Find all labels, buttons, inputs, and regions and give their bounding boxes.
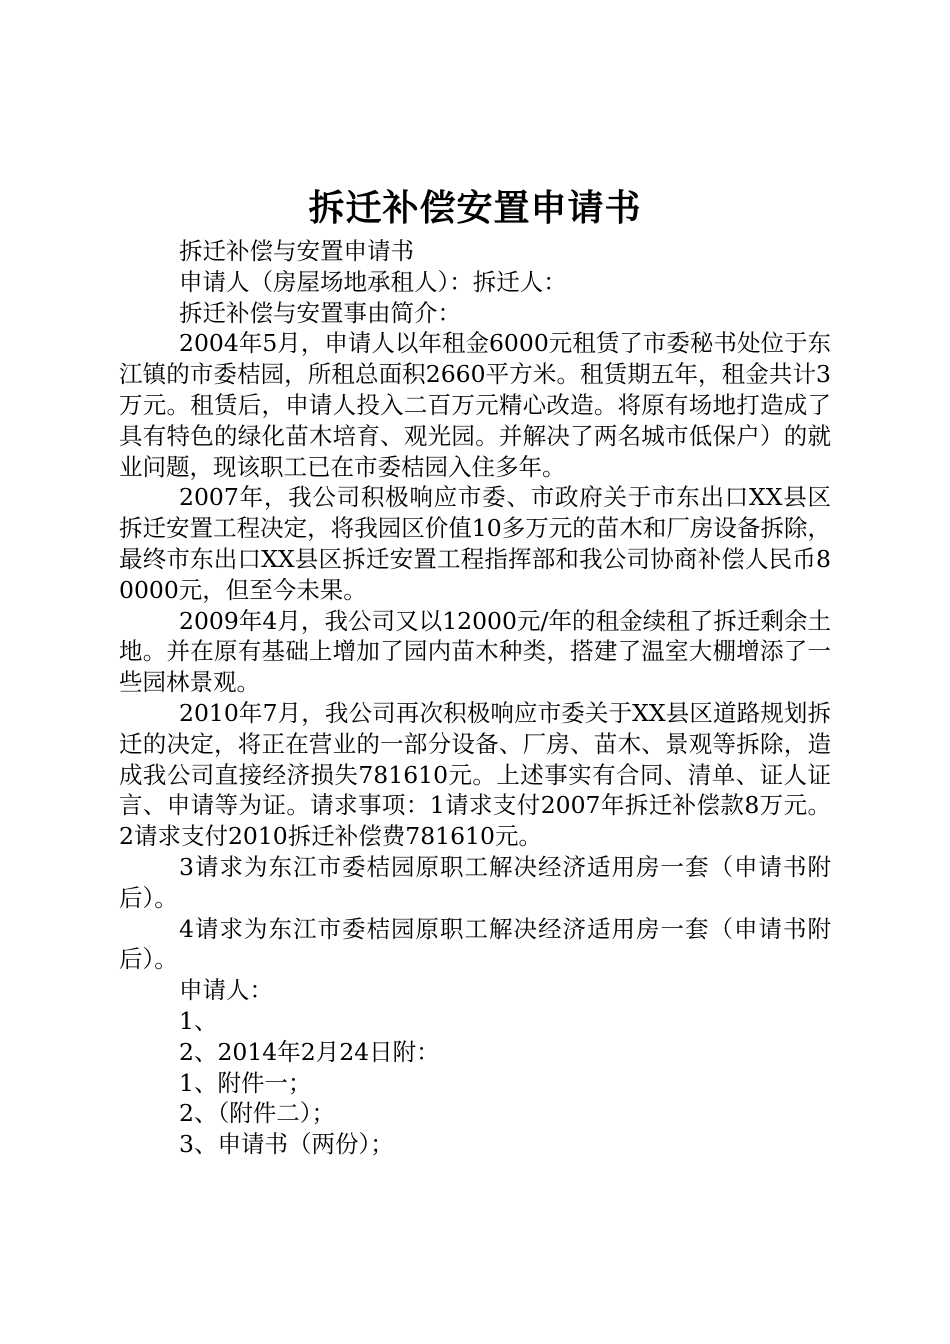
paragraph-2007: 2007年，我公司积极响应市委、市政府关于市东出口XX县区拆迁安置工程决定，将我园区价值10多万元的苗木和厂房设备拆除，最终市东出口XX县区拆迁安置工程指挥部和我公司协商补偿人民币80000元，但至今未果。 [119,483,831,604]
paragraph-applicant: 申请人（房屋场地承租人）：拆迁人： [179,267,567,296]
paragraph-subtitle: 拆迁补偿与安置申请书 [179,237,414,265]
paragraph-2010: 2010年7月，我公司再次积极响应市委关于XX县区道路规划拆迁的决定，将正在营业的一部分设备、厂房、苗木、景观等拆除，造成我公司直接经济损失781610元。上述事实有合同、清单、证人证言、申请等为证。请求事项：1请求支付2007年拆迁补偿款8万元。2请求支付2010拆迁补偿费781610元。 [119,698,831,851]
paragraph-summary-heading: 拆迁补偿与安置事由简介： [179,298,461,327]
paragraph-item-1: 1、 [179,1006,218,1035]
paragraph-attachment-3: 3、申请书（两份）； [179,1130,394,1159]
paragraph-date-attachments: 2、2014年2月24日附： [179,1037,440,1066]
paragraph-request-3: 3请求为东江市委桔园原职工解决经济适用房一套（申请书附后）。 [119,852,831,912]
paragraph-signature: 申请人： [179,976,273,1005]
paragraph-attachment-1: 1、附件一； [179,1068,312,1097]
paragraph-request-4: 4请求为东江市委桔园原职工解决经济适用房一套（申请书附后）。 [119,914,831,974]
paragraph-attachment-2: 2、（附件二）； [179,1099,335,1128]
document-body [119,236,831,1160]
paragraph-2004: 2004年5月，申请人以年租金6000元租赁了市委秘书处位于东江镇的市委桔园，所租总面积2660平方米。租赁期五年，租金共计3万元。租赁后，申请人投入二百万元精心改造。将原有场地打造成了具有特色的绿化苗木培育、观光园。并解决了两名城市低保户）的就业问题，现该职工已在市委桔园入住多年。 [119,329,831,481]
document-title: 拆迁补偿安置申请书 [308,188,642,229]
paragraph-2009: 2009年4月，我公司又以12000元/年的租金续租了拆迁剩余土地。并在原有基础上增加了园内苗木种类，搭建了温室大棚增添了一些园林景观。 [119,606,831,697]
